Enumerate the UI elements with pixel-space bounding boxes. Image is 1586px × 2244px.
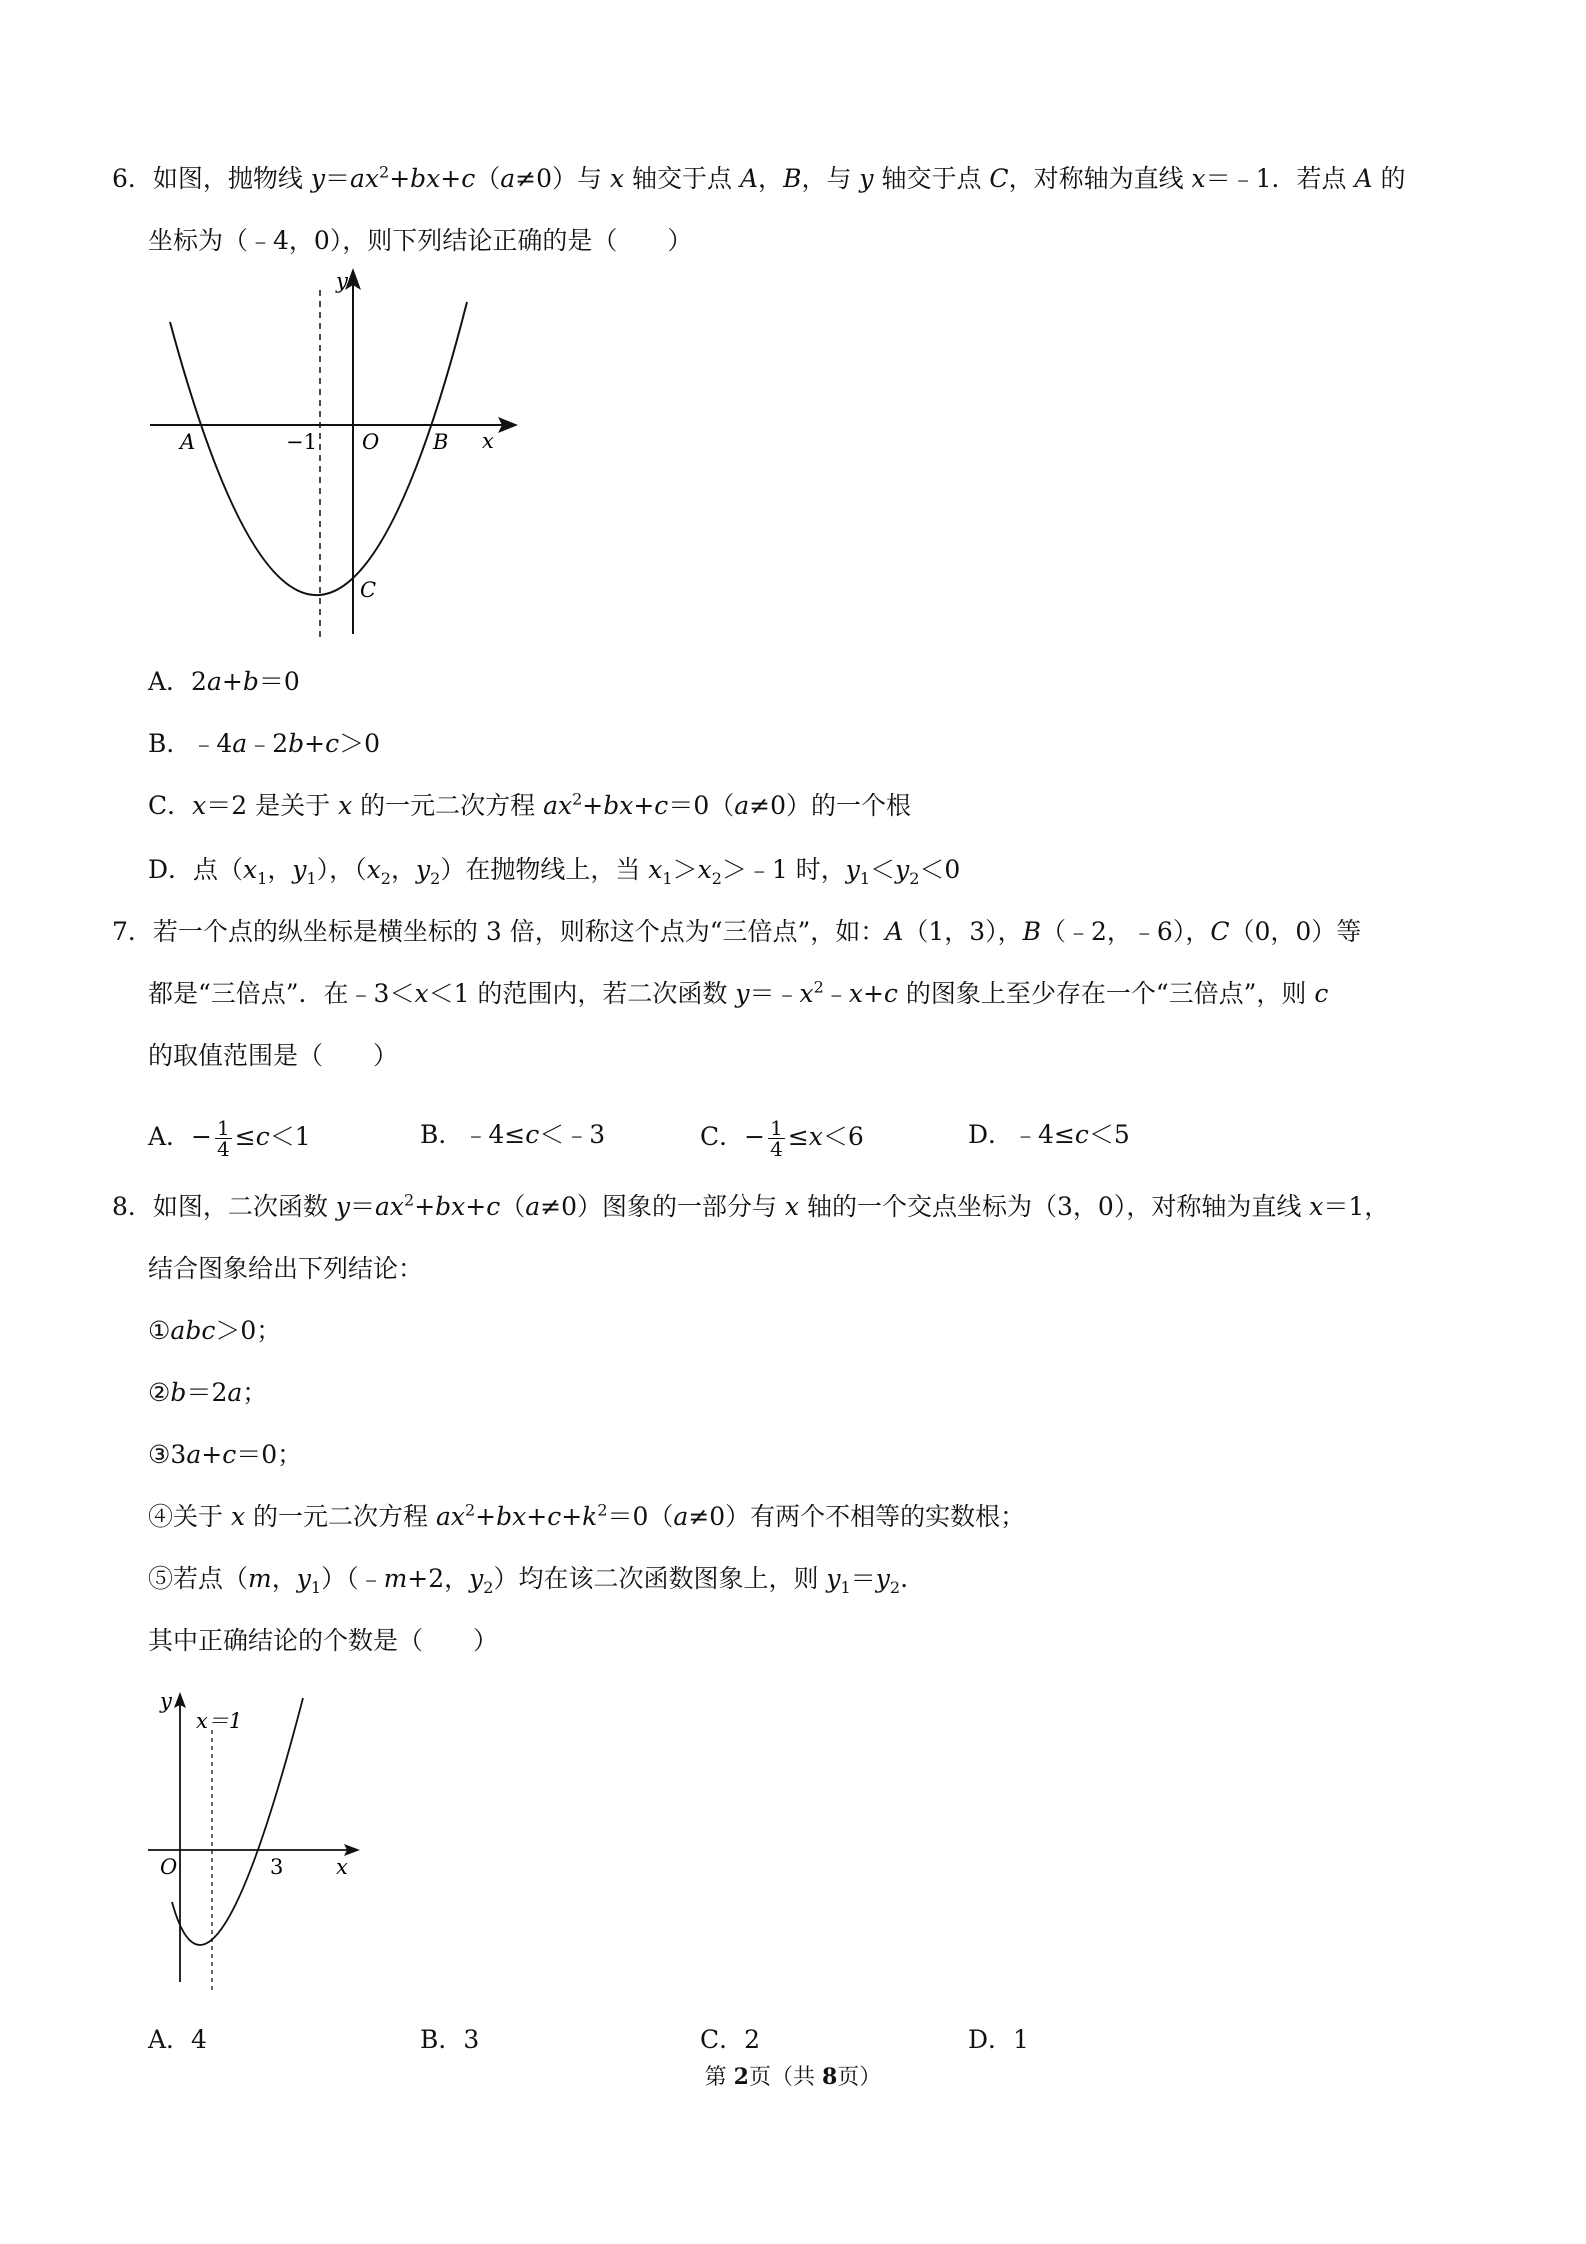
page-number: 2 xyxy=(733,2064,749,2090)
q6-option-b: B．﹣4a﹣2b+c＞0 xyxy=(148,729,380,758)
q7-option-c: C．− $\frac{1}{4}$ ≤x＜6 xyxy=(700,1116,864,1161)
parabola-curve xyxy=(170,302,467,595)
label-y: y xyxy=(160,1689,172,1713)
q7-option-a: A．− $\frac{1}{4}$ ≤c＜1 xyxy=(148,1116,311,1161)
q6-option-c: C．x＝2 是关于 x 的一元二次方程 $ax^2+bx+c=0(a\ne 0)$的一个根 xyxy=(148,789,911,820)
q8-parabola-figure xyxy=(140,1690,360,1990)
q6-stem-line1: 6．如图，抛物线 $y=ax^2+bx+c(a\ne 0)$与 x 轴交于点 A，B，与 y 轴交于点 C，对称轴为直线 x＝﹣1．若点 A 的 xyxy=(112,162,1406,193)
label-O: O xyxy=(362,430,380,454)
parabola-curve xyxy=(172,1698,303,1945)
label-x-eq-1: x＝1 xyxy=(196,1709,243,1733)
label-B: B xyxy=(433,430,449,454)
q6-option-a: A．2a+b＝0 xyxy=(148,667,300,696)
page-total: 8 xyxy=(821,2064,838,2090)
q7-stem-line2: 都是“三倍点”．在﹣3＜x＜1 的范围内，若二次函数 $y=﹣x^2﹣x+c$ 的图象上至少存在一个“三倍点”，则 c xyxy=(148,977,1329,1008)
label-O: O xyxy=(160,1855,178,1879)
q8-conclusion-1: ①abc＞0； xyxy=(148,1316,282,1345)
fraction: $\frac{1}{4}$ xyxy=(217,1116,230,1161)
label-y: y xyxy=(336,269,348,293)
q7-stem-line1: 7．若一个点的纵坐标是横坐标的 3 倍，则称这个点为“三倍点”，如：A（1，3），B（﹣2，﹣6），C（0，0）等 xyxy=(112,917,1362,946)
label-three: 3 xyxy=(270,1855,284,1879)
fraction: $\frac{1}{4}$ xyxy=(770,1116,783,1161)
q8-option-a: A．4 xyxy=(148,2025,207,2054)
q8-conclusion-4: ④关于 x 的一元二次方程 $ax^2+bx+c+k^2=0(a\ne 0)$有两个不相等的实数根； xyxy=(148,1500,1026,1531)
q8-option-d: D．1 xyxy=(968,2025,1029,2054)
q8-option-c: C．2 xyxy=(700,2025,761,2054)
q8-conclusion-3: ③3a+c＝0； xyxy=(148,1440,303,1469)
q6-parabola-figure xyxy=(140,262,560,642)
q7-stem-line3: 的取值范围是（ ） xyxy=(148,1041,399,1070)
label-C: C xyxy=(360,578,377,602)
q8-conclusion-2: ②b＝2a； xyxy=(148,1378,268,1407)
label-A: A xyxy=(180,430,196,454)
q8-stem-line1: 8．如图，二次函数 $y=ax^2+bx+c(a\ne 0)$图象的一部分与 x 轴的一个交点坐标为（3，0），对称轴为直线 x＝1， xyxy=(112,1190,1390,1221)
q6-option-d: D．点（$x_1$，$y_1$），（$x_2$，$y_2$）在抛物线上，当 $x_1>x_2>﹣1$ 时，$y_1<y_2<0$ xyxy=(148,855,961,888)
q8-stem-line3: 其中正确结论的个数是（ ） xyxy=(148,1626,499,1655)
q8-conclusion-5: ⑤若点（m，$y_1)(﹣m+2$，$y_2$）均在该二次函数图象上，则 $y_1=y_2$. xyxy=(148,1564,909,1597)
label-x: x xyxy=(336,1855,348,1879)
q8-option-b: B．3 xyxy=(420,2025,480,2054)
q7-option-b: B．﹣4≤c＜﹣3 xyxy=(420,1120,606,1149)
page-footer: 第 2页（共 8页） xyxy=(704,2064,882,2090)
q6-stem-line2: 坐标为（﹣4，0），则下列结论正确的是（ ） xyxy=(148,226,693,255)
q8-stem-line2: 结合图象给出下列结论： xyxy=(148,1254,424,1283)
label-minus-one: −1 xyxy=(286,430,317,454)
label-x: x xyxy=(482,429,494,453)
q7-option-d: D．﹣4≤c＜5 xyxy=(968,1120,1130,1149)
